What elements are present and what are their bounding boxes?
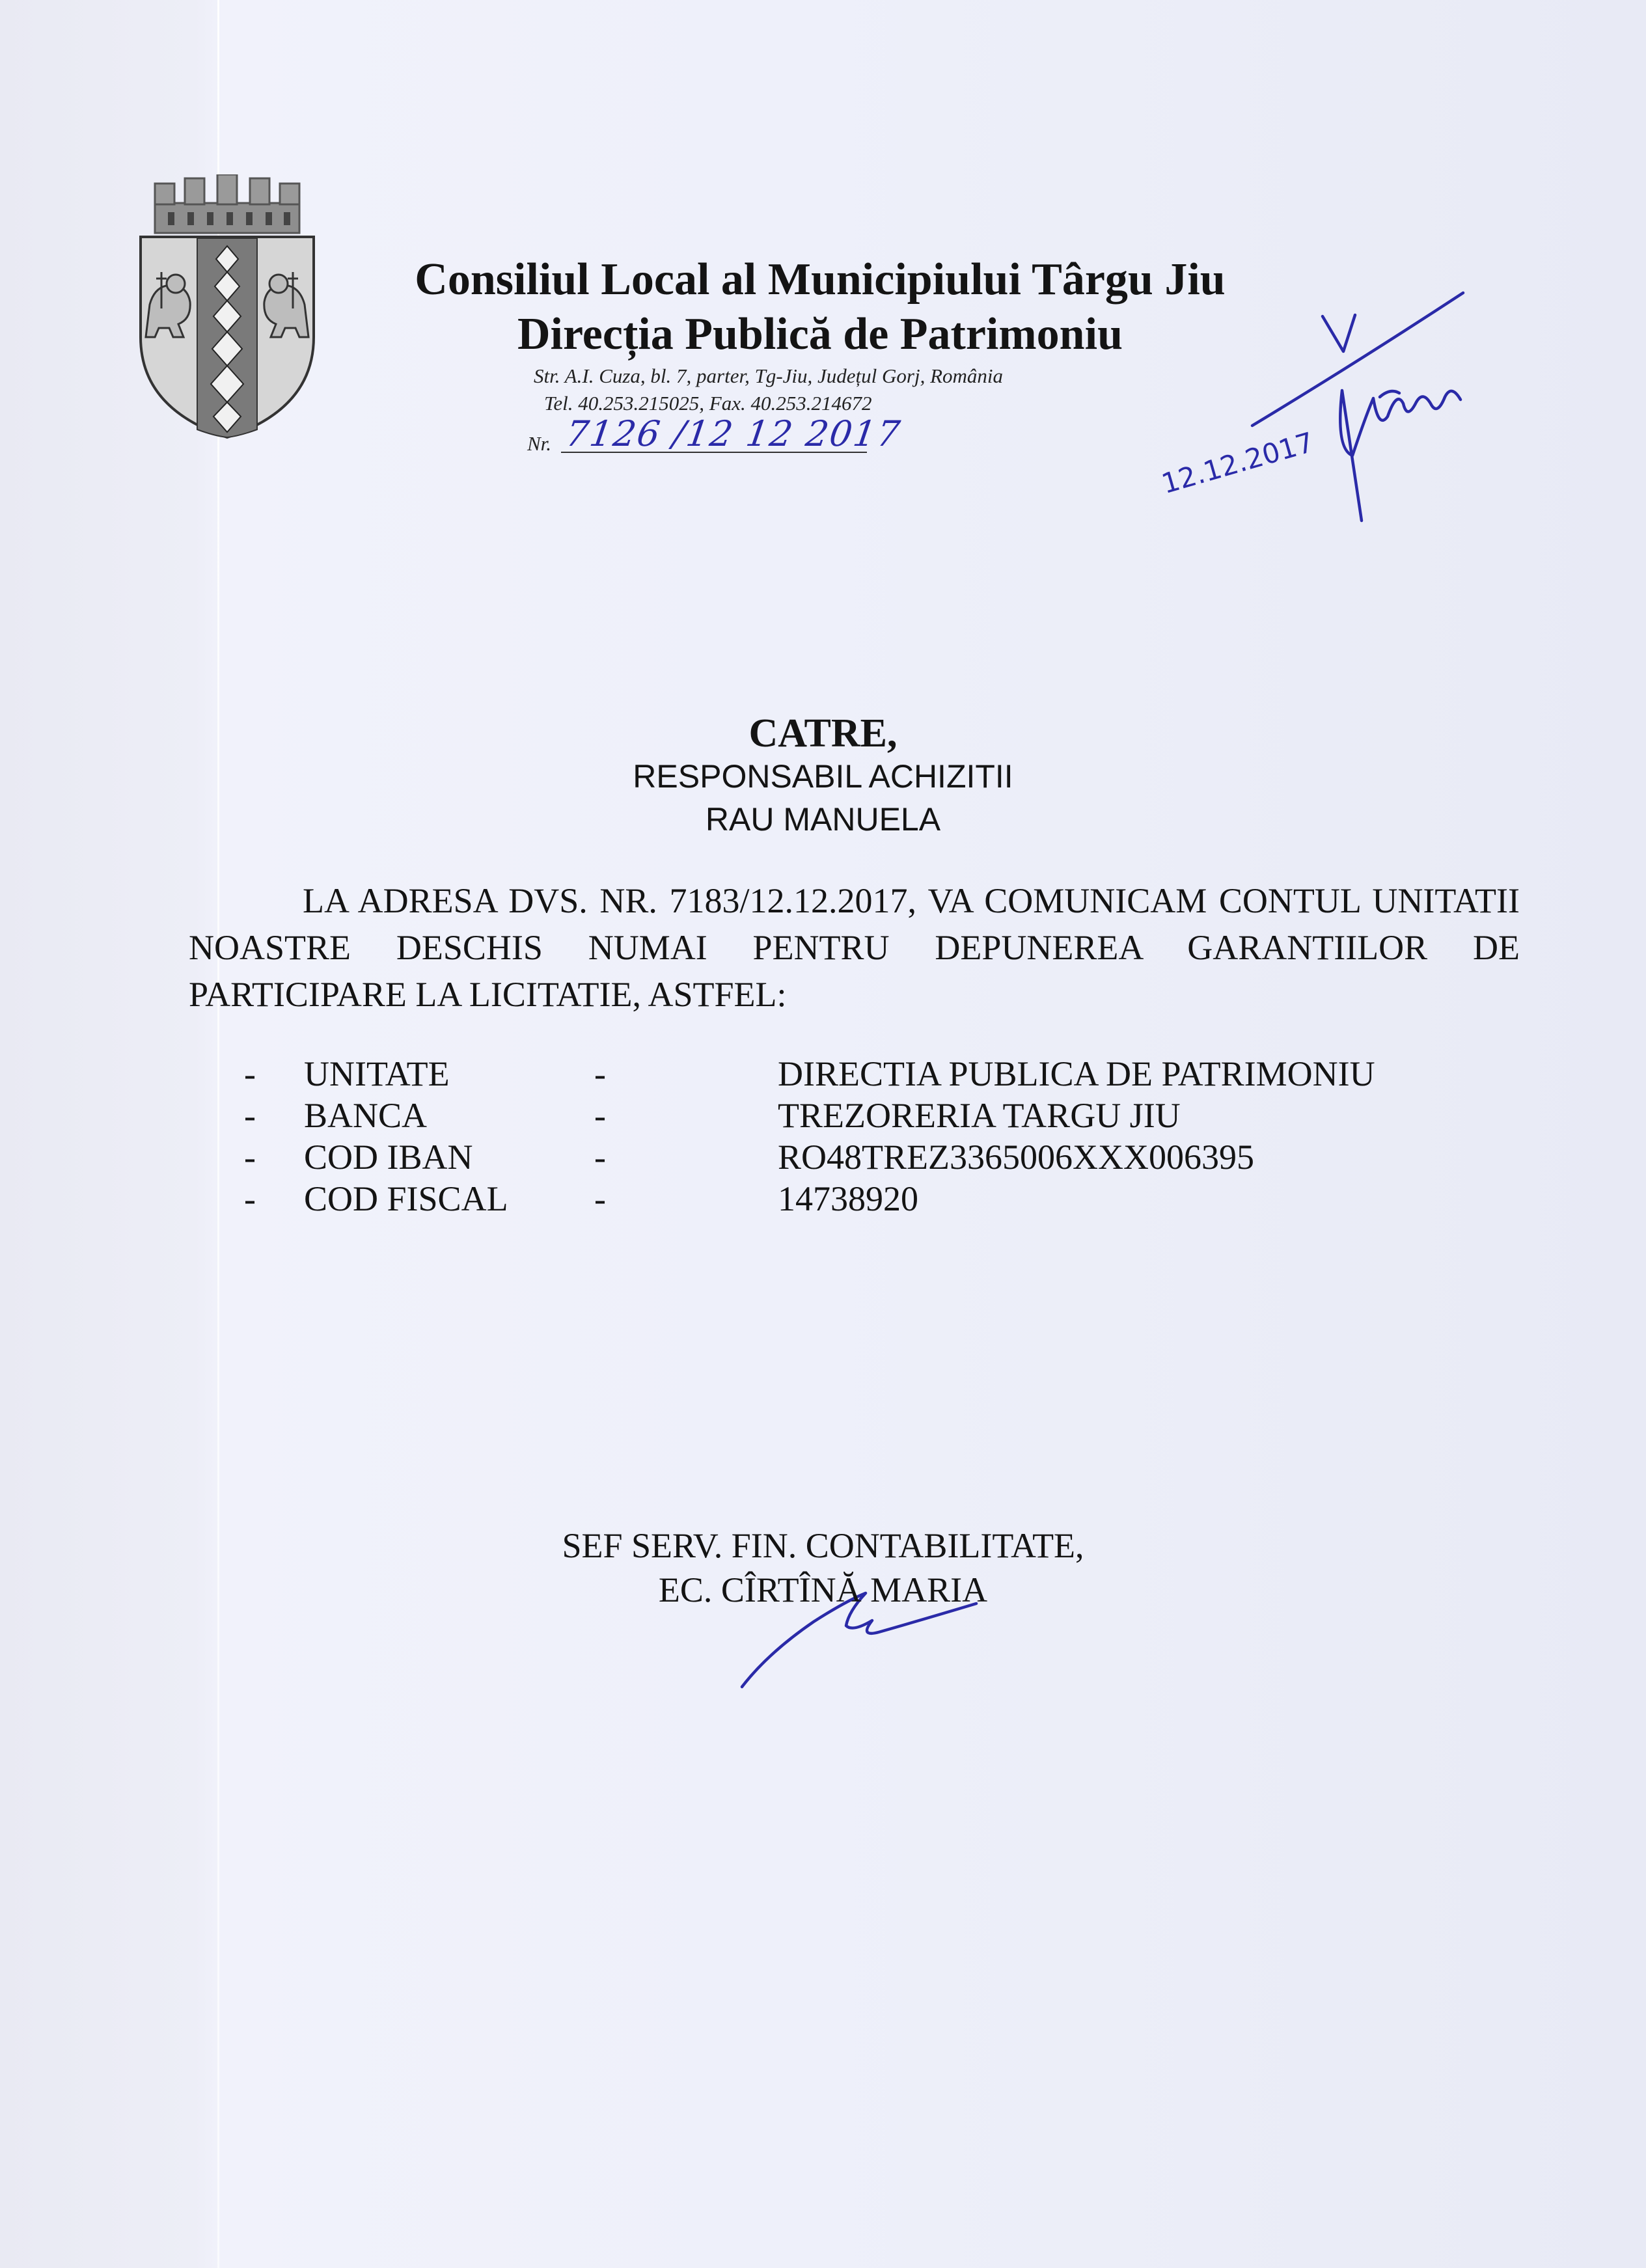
registration-number-handwritten: 7126 /12 12 2017: [563, 413, 904, 454]
institution-address: Str. A.I. Cuza, bl. 7, parter, Tg-Jiu, Județul Gorj, România: [534, 364, 1004, 387]
approval-signature: [1340, 390, 1461, 521]
detail-bullet: -: [244, 1096, 256, 1135]
detail-separator: -: [594, 1138, 606, 1177]
detail-label: UNITATE: [304, 1054, 450, 1093]
detail-bullet: -: [244, 1138, 256, 1177]
detail-bullet: -: [244, 1054, 256, 1093]
recipient-name: RAU MANUELA: [705, 801, 941, 838]
signatory-title: SEF SERV. FIN. CONTABILITATE,: [562, 1526, 1084, 1565]
signatory-name: EC. CÎRTÎNĂ MARIA: [658, 1570, 988, 1609]
detail-separator: -: [594, 1054, 606, 1093]
handwritten-date: 12.12.2017: [1158, 426, 1317, 500]
detail-value: RO48TREZ3365006XXX006395: [778, 1138, 1254, 1177]
detail-label: COD FISCAL: [304, 1179, 508, 1218]
registration-number-label: Nr.: [527, 432, 552, 455]
detail-row-cod-fiscal: [238, 1178, 1474, 1220]
detail-label: BANCA: [304, 1096, 428, 1135]
registration-number-row: [527, 413, 904, 457]
detail-row-cod-iban: [238, 1136, 1474, 1178]
detail-row-unitate: [238, 1053, 1474, 1095]
approval-line: [1252, 293, 1463, 426]
detail-separator: -: [594, 1179, 606, 1218]
account-details-list: [238, 1053, 1474, 1220]
recipient-heading: CATRE,: [748, 711, 898, 756]
department-title: Direcția Publică de Patrimoniu: [517, 309, 1123, 359]
institution-title: Consiliul Local al Municipiului Târgu Jiu: [415, 254, 1226, 305]
detail-label: COD IBAN: [304, 1138, 473, 1177]
detail-separator: -: [594, 1096, 606, 1135]
approval-check-mark: [1323, 315, 1355, 351]
municipal-coat-of-arms-icon: [135, 174, 319, 440]
detail-value: 14738920: [778, 1179, 918, 1218]
recipient-role: RESPONSABIL ACHIZITII: [633, 758, 1013, 795]
detail-bullet: -: [244, 1179, 256, 1218]
detail-value: DIRECTIA PUBLICA DE PATRIMONIU: [778, 1054, 1375, 1093]
detail-row-banca: [238, 1095, 1474, 1136]
institution-phone-fax: Tel. 40.253.215025, Fax. 40.253.214672: [544, 392, 872, 415]
letter-body-paragraph: LA ADRESA DVS. NR. 7183/12.12.2017, VA COMUNICAM CONTUL UNITATII NOASTRE DESCHIS NUMAI PENTRU DEPUNEREA GARANTIILOR DE PARTICIPARE LA LICITATIE, ASTFEL:: [189, 881, 1520, 1014]
detail-value: TREZORERIA TARGU JIU: [778, 1096, 1181, 1135]
